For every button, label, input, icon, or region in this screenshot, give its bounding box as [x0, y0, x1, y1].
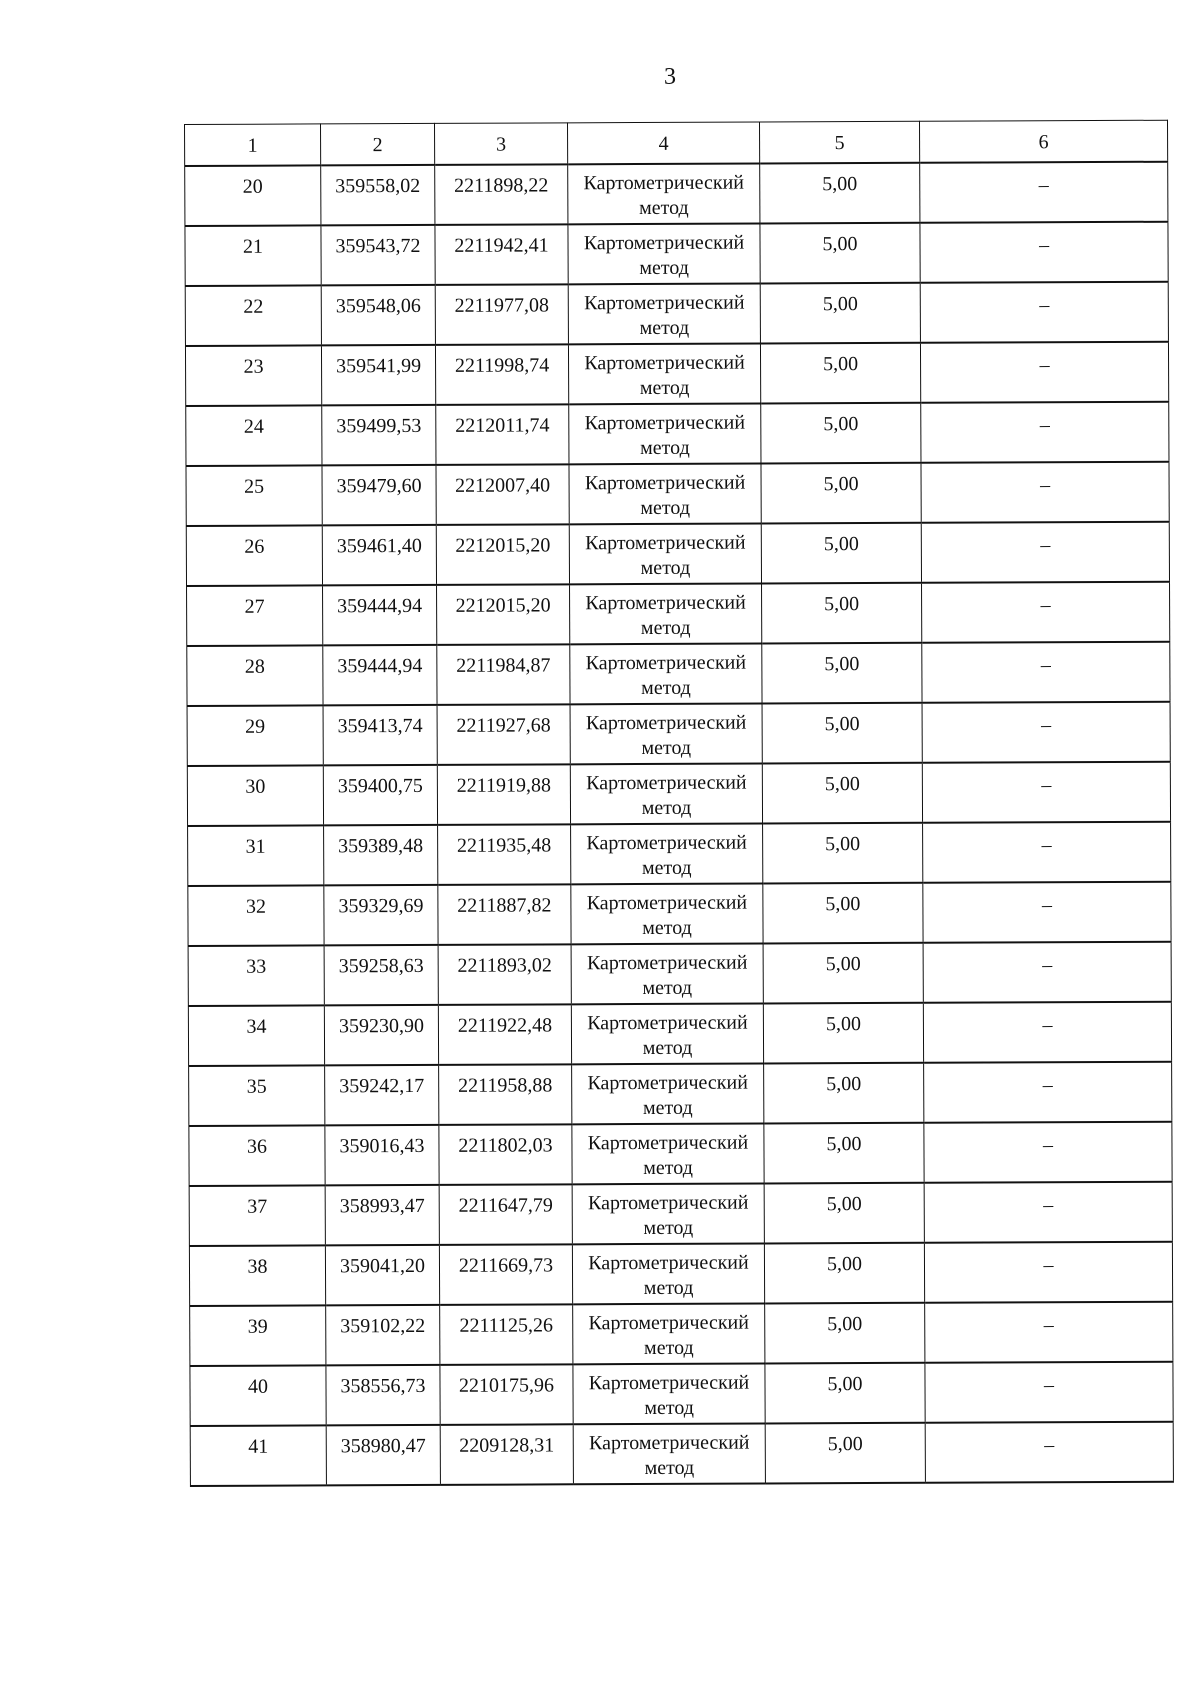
cell-note: – [922, 762, 1170, 823]
cell-point-number: 40 [190, 1365, 326, 1426]
table-row [188, 822, 1171, 886]
column-header: 6 [919, 120, 1167, 163]
cell-coordinate-y: 2212007,40 [436, 464, 569, 525]
cell-accuracy: 5,00 [765, 1303, 925, 1364]
cell-note: – [923, 1002, 1171, 1063]
cell-point-number: 29 [187, 705, 323, 766]
cell-coordinate-y: 2211898,22 [435, 164, 568, 225]
table-row [188, 1002, 1171, 1066]
cell-point-number: 32 [188, 885, 324, 946]
table-row [189, 1182, 1172, 1246]
cell-point-number: 35 [189, 1065, 325, 1126]
cell-coordinate-y: 2212011,74 [436, 404, 569, 465]
cell-coordinate-x: 359444,94 [323, 645, 437, 705]
cell-accuracy: 5,00 [763, 823, 923, 884]
cell-coordinate-y: 2211647,79 [439, 1184, 572, 1245]
cell-coordinate-x: 358556,73 [326, 1365, 440, 1425]
cell-coordinate-y: 2211802,03 [439, 1124, 572, 1185]
cell-point-number: 21 [185, 225, 321, 286]
cell-coordinate-y: 2211669,73 [439, 1244, 572, 1305]
cell-coordinate-y: 2211922,48 [438, 1004, 571, 1065]
cell-accuracy: 5,00 [761, 523, 921, 584]
cell-note: – [924, 1062, 1172, 1123]
cell-method: Картометрический метод [572, 1063, 764, 1124]
column-header: 2 [321, 123, 435, 165]
cell-accuracy: 5,00 [760, 343, 920, 404]
cell-note: – [920, 162, 1168, 223]
cell-point-number: 38 [189, 1245, 325, 1306]
cell-accuracy: 5,00 [762, 643, 922, 704]
cell-coordinate-y: 2211984,87 [437, 644, 570, 705]
cell-accuracy: 5,00 [764, 1063, 924, 1124]
cell-coordinate-y: 2211919,88 [437, 764, 570, 825]
cell-accuracy: 5,00 [762, 583, 922, 644]
table-row [185, 282, 1168, 346]
cell-point-number: 28 [187, 645, 323, 706]
cell-point-number: 27 [187, 585, 323, 646]
cell-accuracy: 5,00 [764, 1123, 924, 1184]
cell-coordinate-x: 359541,99 [321, 345, 435, 405]
cell-coordinate-x: 358993,47 [325, 1185, 439, 1245]
cell-method: Картометрический метод [569, 523, 761, 584]
cell-method: Картометрический метод [568, 343, 760, 404]
cell-method: Картометрический метод [572, 1243, 764, 1304]
table-row [185, 162, 1168, 226]
table-row [186, 402, 1169, 466]
cell-accuracy: 5,00 [764, 1243, 924, 1304]
cell-accuracy: 5,00 [760, 283, 920, 344]
table-row [190, 1302, 1173, 1366]
cell-point-number: 23 [185, 345, 321, 406]
cell-point-number: 31 [188, 825, 324, 886]
cell-note: – [922, 642, 1170, 703]
cell-coordinate-x: 358980,47 [326, 1425, 440, 1485]
page-number: 3 [664, 64, 676, 90]
table-row [185, 222, 1168, 286]
table-row [186, 462, 1169, 526]
table-row [188, 942, 1171, 1006]
cell-method: Картометрический метод [570, 703, 762, 764]
cell-coordinate-y: 2211893,02 [438, 944, 571, 1005]
table-row [189, 1122, 1172, 1186]
cell-method: Картометрический метод [571, 823, 763, 884]
table-row [188, 882, 1171, 946]
cell-note: – [924, 1242, 1172, 1303]
cell-note: – [924, 1182, 1172, 1243]
cell-note: – [925, 1362, 1173, 1423]
cell-point-number: 37 [189, 1185, 325, 1246]
cell-note: – [921, 522, 1169, 583]
cell-note: – [922, 702, 1170, 763]
cell-method: Картометрический метод [570, 643, 762, 704]
column-header: 3 [434, 123, 567, 165]
cell-method: Картометрический метод [573, 1363, 765, 1424]
table-header-row [185, 120, 1168, 166]
cell-note: – [920, 282, 1168, 343]
cell-coordinate-x: 359242,17 [325, 1065, 439, 1125]
cell-method: Картометрический метод [570, 583, 762, 644]
cell-coordinate-y: 2210175,96 [440, 1364, 573, 1425]
table-row [187, 582, 1170, 646]
table-row [190, 1422, 1173, 1486]
coordinates-table [184, 120, 1174, 1487]
cell-method: Картометрический метод [572, 1123, 764, 1184]
cell-point-number: 20 [185, 165, 321, 226]
cell-method: Картометрический метод [572, 1183, 764, 1244]
cell-accuracy: 5,00 [761, 463, 921, 524]
cell-accuracy: 5,00 [763, 883, 923, 944]
cell-accuracy: 5,00 [765, 1423, 925, 1484]
cell-point-number: 22 [185, 285, 321, 346]
cell-coordinate-y: 2212015,20 [436, 524, 569, 585]
table-row [186, 522, 1169, 586]
cell-note: – [922, 582, 1170, 643]
cell-coordinate-y: 2211958,88 [439, 1064, 572, 1125]
cell-note: – [923, 882, 1171, 943]
cell-method: Картометрический метод [571, 943, 763, 1004]
cell-point-number: 34 [188, 1005, 324, 1066]
cell-point-number: 24 [186, 405, 322, 466]
cell-method: Картометрический метод [570, 763, 762, 824]
table-row [189, 1242, 1172, 1306]
cell-note: – [921, 402, 1169, 463]
cell-accuracy: 5,00 [760, 163, 920, 224]
table-row [187, 702, 1170, 766]
cell-coordinate-y: 2211887,82 [438, 884, 571, 945]
cell-coordinate-x: 359258,63 [324, 945, 438, 1005]
cell-coordinate-x: 359444,94 [323, 585, 437, 645]
cell-note: – [925, 1422, 1173, 1483]
cell-point-number: 36 [189, 1125, 325, 1186]
table-body [185, 162, 1174, 1486]
cell-method: Картометрический метод [568, 163, 760, 224]
column-header: 4 [567, 122, 759, 164]
cell-point-number: 33 [188, 945, 324, 1006]
cell-note: – [923, 822, 1171, 883]
cell-coordinate-x: 359389,48 [324, 825, 438, 885]
cell-method: Картометрический метод [568, 283, 760, 344]
cell-method: Картометрический метод [573, 1303, 765, 1364]
column-header: 1 [185, 124, 321, 166]
cell-coordinate-x: 359230,90 [324, 1005, 438, 1065]
table-row [187, 762, 1170, 826]
cell-coordinate-x: 359479,60 [322, 465, 436, 525]
cell-coordinate-x: 359543,72 [321, 225, 435, 285]
cell-method: Картометрический метод [569, 403, 761, 464]
cell-method: Картометрический метод [569, 463, 761, 524]
cell-note: – [923, 942, 1171, 1003]
cell-accuracy: 5,00 [762, 763, 922, 824]
cell-point-number: 39 [190, 1305, 326, 1366]
cell-coordinate-x: 359329,69 [324, 885, 438, 945]
cell-coordinate-y: 2211927,68 [437, 704, 570, 765]
cell-coordinate-x: 359499,53 [322, 405, 436, 465]
cell-accuracy: 5,00 [760, 223, 920, 284]
cell-coordinate-x: 359558,02 [321, 165, 435, 225]
cell-accuracy: 5,00 [763, 943, 923, 1004]
cell-method: Картометрический метод [568, 223, 760, 284]
cell-method: Картометрический метод [571, 883, 763, 944]
cell-coordinate-y: 2211998,74 [435, 344, 568, 405]
cell-coordinate-x: 359461,40 [322, 525, 436, 585]
cell-accuracy: 5,00 [762, 703, 922, 764]
cell-coordinate-x: 359041,20 [325, 1245, 439, 1305]
cell-coordinate-y: 2211942,41 [435, 224, 568, 285]
cell-note: – [924, 1122, 1172, 1183]
cell-coordinate-y: 2211977,08 [435, 284, 568, 345]
table-row [189, 1062, 1172, 1126]
cell-note: – [920, 342, 1168, 403]
cell-method: Картометрический метод [571, 1003, 763, 1064]
cell-coordinate-x: 359016,43 [325, 1125, 439, 1185]
cell-coordinate-y: 2212015,20 [437, 584, 570, 645]
cell-note: – [921, 462, 1169, 523]
cell-coordinate-x: 359400,75 [323, 765, 437, 825]
cell-accuracy: 5,00 [764, 1183, 924, 1244]
cell-coordinate-x: 359548,06 [321, 285, 435, 345]
cell-coordinate-x: 359413,74 [323, 705, 437, 765]
cell-point-number: 30 [187, 765, 323, 826]
cell-point-number: 25 [186, 465, 322, 526]
column-header: 5 [759, 121, 919, 163]
cell-accuracy: 5,00 [763, 1003, 923, 1064]
cell-point-number: 26 [186, 525, 322, 586]
cell-coordinate-y: 2211935,48 [438, 824, 571, 885]
table-row [185, 342, 1168, 406]
cell-coordinate-y: 2209128,31 [440, 1424, 573, 1485]
cell-note: – [925, 1302, 1173, 1363]
cell-coordinate-y: 2211125,26 [440, 1304, 573, 1365]
cell-note: – [920, 222, 1168, 283]
cell-accuracy: 5,00 [761, 403, 921, 464]
cell-point-number: 41 [190, 1425, 326, 1486]
cell-coordinate-x: 359102,22 [326, 1305, 440, 1365]
table-row [187, 642, 1170, 706]
table-row [190, 1362, 1173, 1426]
cell-method: Картометрический метод [573, 1423, 765, 1484]
cell-accuracy: 5,00 [765, 1363, 925, 1424]
